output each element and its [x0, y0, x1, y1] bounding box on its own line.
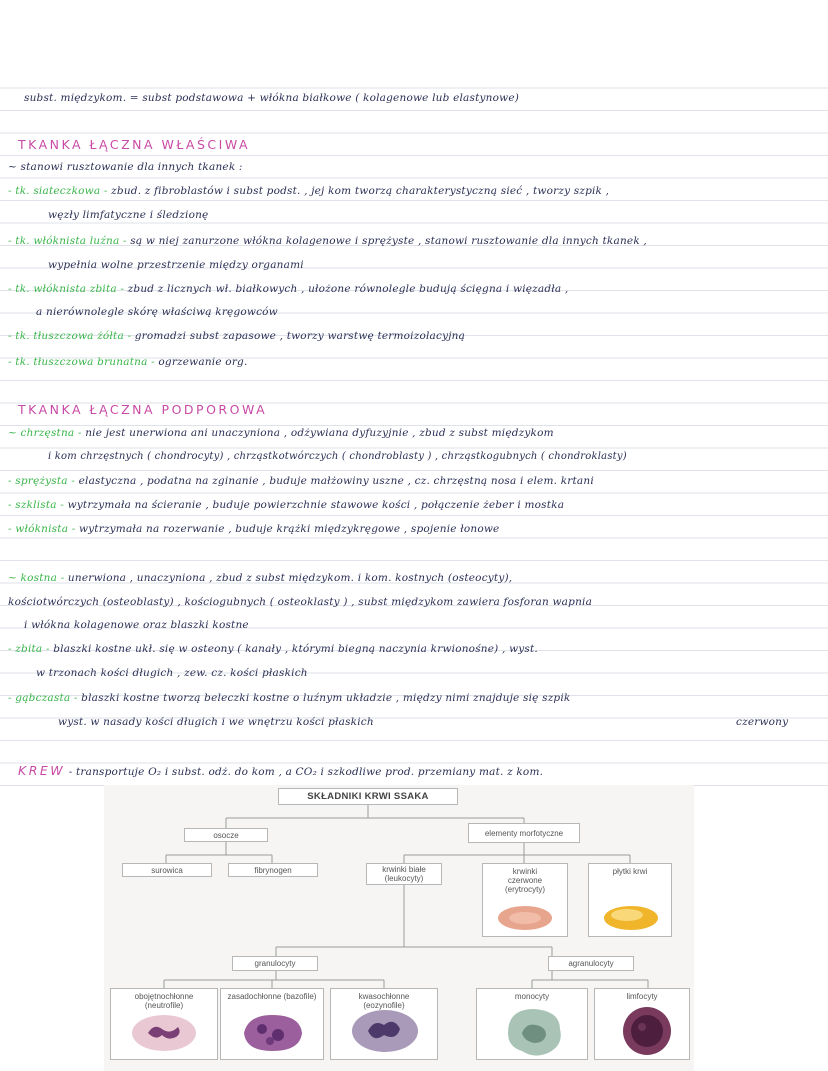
text-siateczkowa: zbud. z fibroblastów i subst podst. , jej kom tworzą charakterystyczną sieć , tworzy szpik , [111, 185, 610, 197]
note-line: węzły limfatyczne i śledzionę [48, 209, 209, 221]
note-line [8, 427, 554, 439]
label-neutrofile: obojętnochłonne (neutrofile) [134, 992, 194, 1010]
label-limfocyty: limfocyty [626, 992, 658, 1001]
term-tluszczowa-zolta: - tk. tłuszczowa żółta - [8, 330, 132, 342]
note-line: a nierównolegle skórę właściwą kręgowców [36, 306, 278, 318]
term-zbita: - zbita - [8, 643, 50, 655]
basophil-icon [236, 1009, 308, 1055]
note-line: ~ stanowi rusztowanie dla innych tkanek : [8, 161, 243, 173]
note-line: w trzonach kości długich , zew. cz. kości płaskich [36, 667, 308, 679]
term-chrzestna: ~ chrzęstna - [8, 427, 82, 439]
note-line: kościotwórczych (osteoblasty) , kościogubnych ( osteoklasty ) , subst międzykom zawiera fosforan wapnia [8, 596, 593, 608]
term-wloknista-zbita: - tk. włóknista zbita - [8, 283, 125, 295]
term-wloknista: - włóknista - [8, 523, 76, 535]
note-line: i kom chrzęstnych ( chondrocyty) , chrząstkotwórczych ( chondroblasty ) , chrząstkogubnych ( chondroklasty) [48, 451, 627, 462]
box-elementy-morfotyczne: elementy morfotyczne [468, 823, 580, 843]
text-wloknista-zbita: zbud z licznych wł. białkowych , ułożone równolegle budują ścięgna i więzadła , [127, 283, 569, 295]
note-line [8, 235, 647, 247]
text-sprezysta: elastyczna , podatna na zginanie , buduje małżowiny uszne , cz. chrzęstną nosa i elem. krtani [78, 475, 594, 487]
term-szklista: - szklista - [8, 499, 65, 511]
note-line: wyst. w nasady kości długich i we wnętrzu kości płaskich [58, 716, 374, 728]
term-wloknista-luzna: - tk. włóknista luźna - [8, 235, 127, 247]
note-line [8, 475, 594, 487]
box-agranulocyty: agranulocyty [548, 956, 634, 971]
text-tluszczowa-brunatna: ogrzewanie org. [158, 356, 248, 368]
label-monocyty: monocyty [514, 992, 550, 1001]
text-chrzestna: nie jest unerwiona ani unaczyniona , odżywiana dyfuzyjnie , zbud z subst międzykom [85, 427, 554, 439]
note-line [8, 692, 570, 704]
monocyte-icon [500, 1003, 566, 1057]
intro-line: subst. międzykom. = subst podstawowa + włókna białkowe ( kolagenowe lub elastynowe) [24, 92, 520, 104]
note-line [8, 572, 512, 584]
erythrocyte-icon [494, 903, 556, 933]
note-line [8, 330, 465, 342]
box-osocze: osocze [184, 828, 268, 842]
note-line [8, 643, 538, 655]
term-gabczasta: - gąbczasta - [8, 692, 78, 704]
note-line [8, 523, 499, 535]
text-szklista: wytrzymała na ścieranie , buduje powierzchnie stawowe kości , połączenie żeber i mostka [67, 499, 565, 511]
heading-tkanka-wlasciwa: TKANKA ŁĄCZNA WŁAŚCIWA [18, 137, 251, 152]
blood-components-diagram [104, 785, 694, 1071]
box-krwinki-biale: krwinki białe (leukocyty) [366, 863, 442, 885]
term-sprezysta: - sprężysta - [8, 475, 76, 487]
text-wloknista-luzna: są w niej zanurzone włókna kolagenowe i sprężyste , stanowi rusztowanie dla innych tkanek , [130, 235, 647, 247]
label-plytki-krwi: płytki krwi [612, 867, 648, 876]
heading-tkanka-podporowa: TKANKA ŁĄCZNA PODPOROWA [18, 402, 268, 417]
text-tluszczowa-zolta: gromadzi subst zapasowe , tworzy warstwę termoizolacyjną [134, 330, 466, 342]
note-line [8, 185, 609, 197]
text-wloknista: wytrzymała na rozerwanie , buduje krążki międzykręgowe , spojenie łonowe [78, 523, 500, 535]
lymphocyte-icon [616, 1005, 678, 1057]
text-krew: - transportuje O₂ i subst. odż. do kom , a CO₂ i szkodliwe prod. przemiany mat. z kom. [68, 766, 544, 778]
label-krwinki-czerwone: krwinki czerwone (erytrocyty) [505, 867, 545, 894]
note-line [8, 356, 248, 368]
note-line: czerwony [736, 716, 789, 728]
note-line [18, 763, 543, 778]
platelet-icon [600, 903, 662, 933]
note-line [8, 283, 568, 295]
text-gabczasta: blaszki kostne tworzą beleczki kostne o luźnym układzie , między nimi znajduje się szpik [81, 692, 571, 704]
note-line: wypełnia wolne przestrzenie między organami [48, 259, 304, 271]
text-kostna: unerwiona , unaczyniona , zbud z subst międzykom. i kom. kostnych (osteocyty), [67, 572, 513, 584]
term-tluszczowa-brunatna: - tk. tłuszczowa brunatna - [8, 356, 155, 368]
eosinophil-icon [348, 1007, 422, 1055]
heading-krew: KREW [18, 763, 66, 778]
box-fibrynogen: fibrynogen [228, 863, 318, 877]
term-kostna: ~ kostna - [8, 572, 65, 584]
label-bazofile: zasadochłonne (bazofile) [227, 992, 317, 1001]
label-eozynofile: kwasochłonne (eozynofile) [358, 992, 410, 1010]
note-line [8, 499, 564, 511]
term-siateczkowa: - tk. siateczkowa - [8, 185, 108, 197]
diagram-title: SKŁADNIKI KRWI SSAKA [278, 788, 458, 805]
text-zbita: blaszki kostne ukł. się w osteony ( kanały , którymi biegną naczynia krwionośne) , wyst. [53, 643, 538, 655]
note-line: i włókna kolagenowe oraz blaszki kostne [24, 619, 249, 631]
neutrophil-icon [128, 1011, 200, 1055]
box-granulocyty: granulocyty [232, 956, 318, 971]
box-surowica: surowica [122, 863, 212, 877]
